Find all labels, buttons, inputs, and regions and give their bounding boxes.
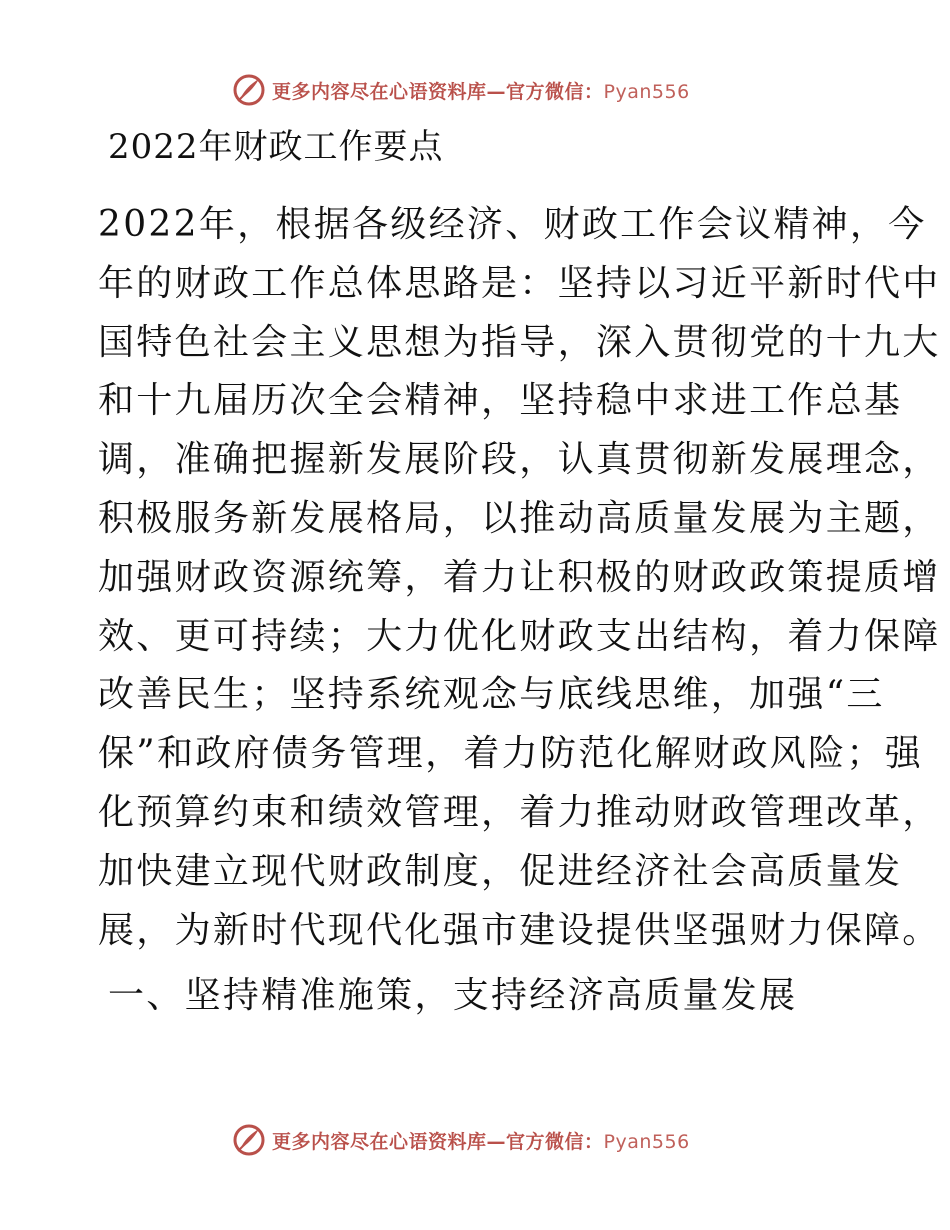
section-heading: 一、坚持精准施策，支持经济高质量发展 [108,975,798,1016]
feather-pen-logo-icon [232,1123,266,1157]
watermark-wechat-id: Pyan556 [603,1130,690,1153]
paragraph-line: 2022年，根据各级经济、财政工作会议精神，今 [98,204,927,245]
paragraph-line: 国特色社会主义思想为指导，深入贯彻党的十九大 [98,321,941,363]
paragraph-line: 和十九届历次全会精神，坚持稳中求进工作总基 [98,380,903,422]
paragraph-line: 效、更可持续；大力优化财政支出结构，着力保障 [98,615,941,657]
paragraph-line: 化预算约束和绩效管理，着力推动财政管理改革， [98,791,941,833]
paragraph-line: 调，准确把握新发展阶段，认真贯彻新发展理念， [98,439,941,481]
header-watermark [232,70,690,110]
paragraph-line: 积极服务新发展格局，以推动高质量发展为主题， [98,497,941,539]
document-paragraph [98,196,941,960]
paragraph-line: 改善民生；坚持系统观念与底线思维，加强“三 [98,674,885,716]
paragraph-line: 年的财政工作总体思路是：坚持以习近平新时代中 [98,262,941,304]
paragraph-line: 保”和政府债务管理，着力防范化解财政风险；强 [98,733,924,775]
paragraph-line: 展，为新时代现代化强市建设提供坚强财力保障。 [98,909,941,951]
footer-watermark [232,1120,690,1160]
document-title: 2022年财政工作要点 [108,127,444,167]
watermark-text: 更多内容尽在心语资料库—官方微信：Pyan556 [272,1130,690,1153]
feather-pen-logo-icon [232,73,266,107]
paragraph-line: 加强财政资源统筹，着力让积极的财政政策提质增 [98,556,941,598]
watermark-wechat-id: Pyan556 [603,80,690,103]
paragraph-line: 加快建立现代财政制度，促进经济社会高质量发 [98,850,903,892]
watermark-text: 更多内容尽在心语资料库—官方微信：Pyan556 [272,80,690,103]
